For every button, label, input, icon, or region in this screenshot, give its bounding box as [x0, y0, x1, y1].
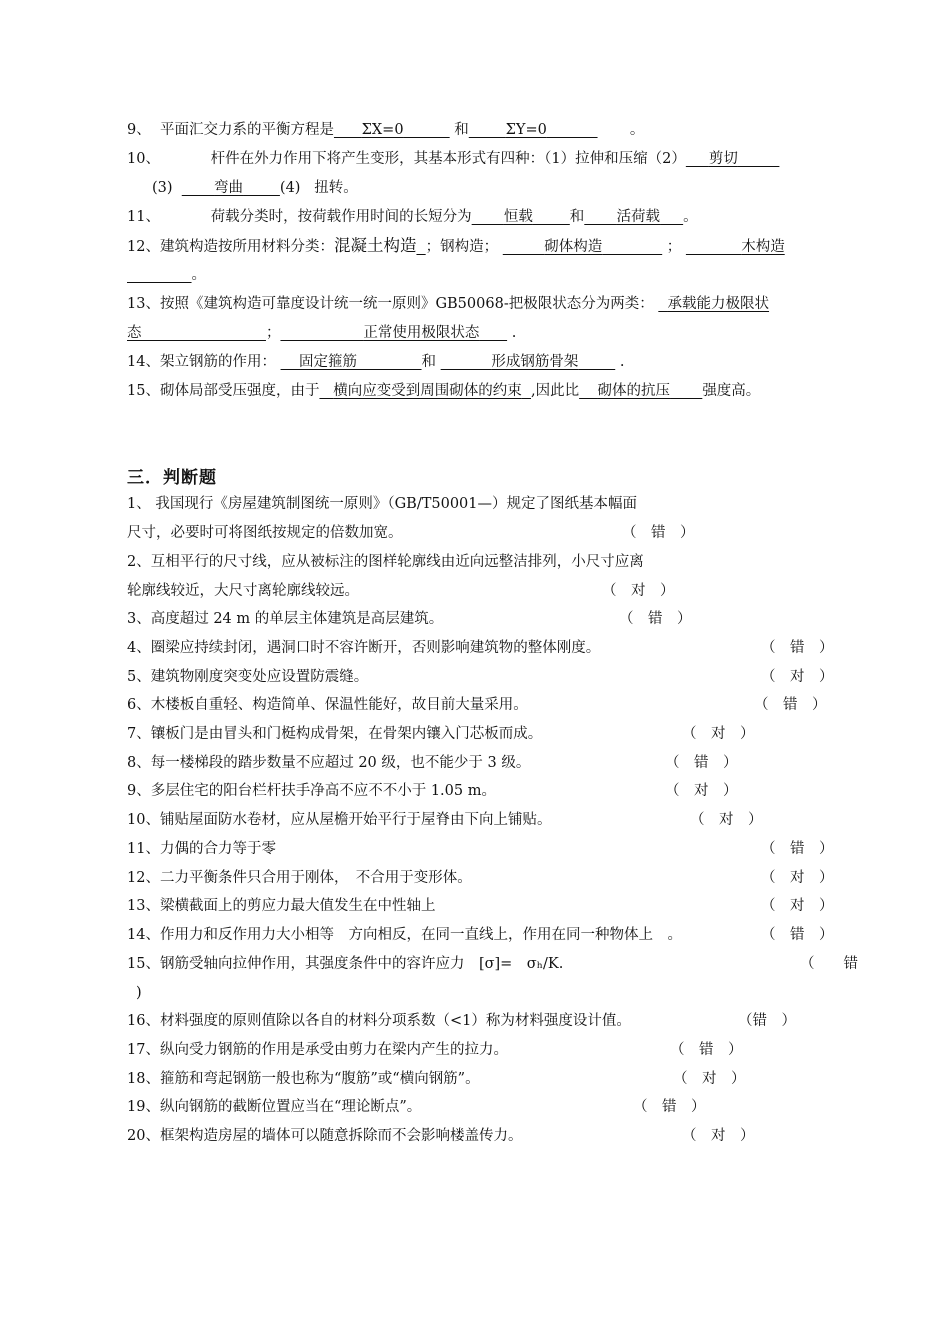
q13-answer-2: 正常使用极限状态 — [363, 325, 480, 341]
judgment-18-answer: （ 对 ） — [673, 1071, 746, 1087]
q9-number: 9、 — [127, 122, 151, 138]
question-13-line-2 — [127, 323, 516, 343]
q13-sep: ； — [265, 325, 281, 341]
judgment-9: 9、多层住宅的阳台栏杆扶手净高不应不不小于 1.05 m。 — [127, 783, 496, 799]
judgment-15-answer: （ 错 — [800, 956, 858, 972]
q11-and: 和 — [569, 209, 585, 225]
judgment-13-answer: （ 对 ） — [761, 898, 834, 914]
q12-sep: ； — [666, 239, 682, 255]
q15-answer-1: 横向应变受到周围砌体的约束 — [333, 383, 522, 399]
q9-text: 平面汇交力系的平衡方程是 — [159, 122, 334, 138]
judgment-9-answer: （ 对 ） — [665, 783, 738, 799]
q10-item-4: (4) — [279, 180, 301, 196]
judgment-5-answer: （ 对 ） — [761, 669, 834, 685]
judgment-20: 20、框架构造房屋的墙体可以随意拆除而不会影响楼盖传力。 — [127, 1128, 523, 1144]
judgment-3: 3、高度超过 24 m 的单层主体建筑是高层建筑。 — [127, 611, 444, 627]
section-title: 三．判断题 — [127, 468, 217, 488]
q9-and: 和 — [454, 122, 469, 138]
judgment-6-answer: （ 错 ） — [754, 697, 827, 713]
judgment-12-answer: （ 对 ） — [761, 870, 834, 886]
judgment-18: 18、箍筋和弯起钢筋一般也称为“腹筋”或“横向钢筋”。 — [127, 1071, 480, 1087]
judgment-2-line-2: 轮廓线较近，大尺寸离轮廓线较远。 — [127, 583, 359, 599]
q13-answer-1-cont: 态 — [127, 325, 142, 341]
q15-mid: ,因此比 — [531, 383, 580, 399]
question-10-line-2 — [152, 178, 358, 198]
q14-and: 和 — [421, 354, 437, 370]
judgment-11-answer: （ 错 ） — [761, 841, 834, 857]
q12-blank — [416, 239, 425, 255]
q13-end: . — [511, 325, 517, 341]
judgment-17-answer: （ 错 ） — [670, 1042, 743, 1058]
judgment-16-answer: （错 ） — [738, 1013, 796, 1029]
judgment-1: 1、 我国现行《房屋建筑制图统一原则》（GB/T50001—）规定了图纸基本幅面 — [127, 496, 638, 512]
q10-item-3: (3) — [152, 180, 173, 196]
question-9 — [127, 120, 644, 140]
judgment-10-answer: （ 对 ） — [690, 812, 763, 828]
judgment-19: 19、纵向钢筋的截断位置应当在“理论断点”。 — [127, 1099, 422, 1115]
judgment-7: 7、镶板门是由冒头和门梃构成骨架，在骨架内镶入门芯板而成。 — [127, 726, 543, 742]
question-15 — [127, 381, 760, 401]
q12-answer-3: 木构造 — [741, 239, 785, 255]
judgment-2: 2、互相平行的尺寸线，应从被标注的图样轮廓线由近向远整洁排列，小尺寸应离 — [127, 554, 644, 570]
q10-answer-1: 剪切 — [708, 151, 738, 167]
q12-steel: ；钢构造； — [425, 239, 499, 255]
q14-end: . — [619, 354, 625, 370]
judgment-4: 4、圈梁应持续封闭，遇洞口时不容许断开，否则影响建筑物的整体刚度。 — [127, 640, 601, 656]
q14-text: 14、架立钢筋的作用： — [127, 354, 276, 370]
question-10 — [127, 149, 779, 169]
q11-end: 。 — [683, 209, 698, 225]
judgment-15: 15、钢筋受轴向拉伸作用，其强度条件中的容许应力 [σ]= σₕ/K. — [127, 956, 564, 972]
judgment-6: 6、木楼板自重轻、构造简单、保温性能好，故目前大量采用。 — [127, 697, 528, 713]
judgment-20-answer: （ 对 ） — [682, 1128, 755, 1144]
q15-end: 强度高。 — [702, 383, 761, 399]
q10-torsion: 扭转。 — [314, 180, 358, 196]
judgment-8: 8、每一楼梯段的踏步数量不应超过 20 级，也不能少于 3 级。 — [127, 755, 531, 771]
question-12 — [127, 236, 785, 257]
q11-number: 11、 — [127, 209, 160, 225]
judgment-11: 11、力偶的合力等于零 — [127, 841, 276, 857]
judgment-19-answer: （ 错 ） — [633, 1099, 706, 1115]
judgment-3-answer: （ 错 ） — [619, 611, 692, 627]
q9-answer-1: ΣX=0 — [361, 122, 404, 138]
judgment-16: 16、材料强度的原则值除以各自的材料分项系数（<1）称为材料强度设计值。 — [127, 1013, 631, 1029]
q10-text: 杆件在外力作用下将产生变形，其基本形式有四种：（1）拉伸和压缩（2） — [210, 151, 686, 167]
q12-answer-3-cont — [127, 267, 192, 283]
question-14 — [127, 352, 624, 372]
judgment-13: 13、梁横截面上的剪应力最大值发生在中性轴上 — [127, 898, 436, 914]
q13-text: 13、按照《建筑构造可靠度设计统一统一原则》GB50068-把极限状态分为两类： — [127, 296, 654, 312]
judgment-14: 14、作用力和反作用力大小相等 方向相反，在同一直线上，作用在同一种物体上 。 — [127, 927, 682, 943]
q12-end: 。 — [191, 267, 207, 283]
q12-text: 12、建筑构造按所用材料分类： — [127, 239, 334, 255]
question-12-line-2 — [127, 265, 206, 285]
judgment-14-answer: （ 错 ） — [761, 927, 834, 943]
q11-answer-1: 恒载 — [503, 209, 533, 225]
judgment-12: 12、二力平衡条件只合用于刚体， 不合用于变形体。 — [127, 870, 472, 886]
q14-answer-1: 固定箍筋 — [299, 354, 357, 370]
judgment-7-answer: （ 对 ） — [682, 726, 755, 742]
question-11 — [127, 207, 698, 227]
q9-answer-2: ΣY=0 — [505, 122, 547, 138]
q12-answer-1: 混凝土构造 — [333, 236, 417, 255]
judgment-1-answer: （ 错 ） — [622, 525, 695, 541]
judgment-17: 17、纵向受力钢筋的作用是承受由剪力在梁内产生的拉力。 — [127, 1042, 508, 1058]
judgment-8-answer: （ 错 ） — [665, 755, 738, 771]
judgment-15-line-2: ) — [136, 985, 142, 1001]
judgment-1-line-2: 尺寸，必要时可将图纸按规定的倍数加宽。 — [127, 525, 403, 541]
q11-text: 荷载分类时，按荷载作用时间的长短分为 — [210, 209, 472, 225]
judgment-10: 10、铺贴屋面防水卷材，应从屋檐开始平行于屋脊由下向上铺贴。 — [127, 812, 552, 828]
judgment-5: 5、建筑物刚度突变处应设置防震缝。 — [127, 669, 369, 685]
question-13 — [127, 294, 769, 314]
judgment-4-answer: （ 错 ） — [761, 640, 834, 656]
q11-answer-2: 活荷载 — [616, 209, 661, 225]
q15-answer-2: 砌体的抗压 — [597, 383, 671, 399]
q14-answer-2: 形成钢筋骨架 — [491, 354, 579, 370]
q13-answer-1: 承载能力极限状 — [667, 296, 770, 312]
q10-answer-2: 弯曲 — [214, 180, 244, 196]
q15-text: 15、砌体局部受压强度，由于 — [127, 383, 320, 399]
q9-end: 。 — [629, 122, 645, 138]
judgment-2-answer: （ 对 ） — [602, 583, 675, 599]
q10-number: 10、 — [127, 151, 160, 167]
q12-answer-2: 砌体构造 — [544, 239, 603, 255]
